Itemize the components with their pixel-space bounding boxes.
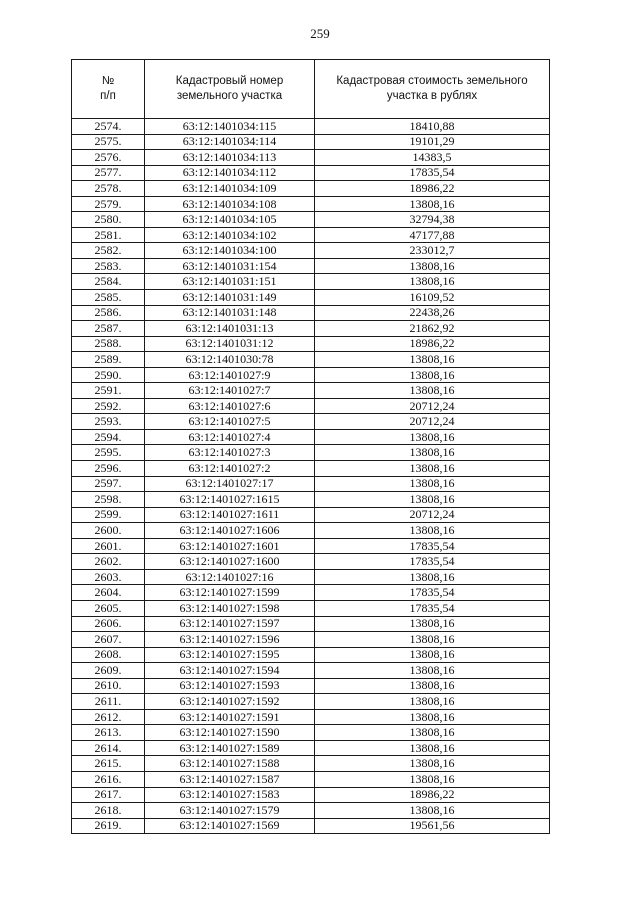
row-number-cell: 2586. (72, 305, 145, 321)
cadastral-value-cell: 13808,16 (315, 476, 550, 492)
cadastral-number-cell: 63:12:1401027:1588 (145, 756, 315, 772)
cadastral-number-cell: 63:12:1401027:1596 (145, 632, 315, 648)
cadastral-value-table (71, 59, 550, 834)
row-number-cell: 2589. (72, 352, 145, 368)
table-row (72, 616, 550, 632)
row-number-cell: 2596. (72, 461, 145, 477)
table-row (72, 367, 550, 383)
row-number-cell: 2597. (72, 476, 145, 492)
cadastral-number-cell: 63:12:1401031:12 (145, 336, 315, 352)
cadastral-value-cell: 13808,16 (315, 445, 550, 461)
cadastral-value-cell: 32794,38 (315, 212, 550, 228)
row-number-cell: 2609. (72, 663, 145, 679)
row-number-cell: 2616. (72, 771, 145, 787)
row-number-cell: 2612. (72, 709, 145, 725)
cadastral-value-cell: 13808,16 (315, 632, 550, 648)
cadastral-value-cell: 13808,16 (315, 771, 550, 787)
row-number-cell: 2599. (72, 507, 145, 523)
table-row (72, 274, 550, 290)
cadastral-value-cell: 13808,16 (315, 709, 550, 725)
cadastral-value-cell: 233012,7 (315, 243, 550, 259)
cadastral-value-cell: 13808,16 (315, 352, 550, 368)
row-number-cell: 2580. (72, 212, 145, 228)
cadastral-number-cell: 63:12:1401034:114 (145, 134, 315, 150)
cadastral-value-cell: 13808,16 (315, 694, 550, 710)
cadastral-value-cell: 17835,54 (315, 165, 550, 181)
row-number-cell: 2583. (72, 258, 145, 274)
cadastral-value-cell: 22438,26 (315, 305, 550, 321)
table-row (72, 554, 550, 570)
cadastral-number-cell: 63:12:1401034:115 (145, 119, 315, 135)
cadastral-value-cell: 18986,22 (315, 787, 550, 803)
row-number-cell: 2581. (72, 227, 145, 243)
cadastral-number-cell: 63:12:1401027:1601 (145, 538, 315, 554)
table-body (72, 119, 550, 834)
cadastral-value-cell: 21862,92 (315, 321, 550, 337)
table-row (72, 600, 550, 616)
cadastral-number-cell: 63:12:1401034:102 (145, 227, 315, 243)
table-row (72, 383, 550, 399)
table-row (72, 803, 550, 819)
row-number-cell: 2604. (72, 585, 145, 601)
cadastral-number-cell: 63:12:1401027:1611 (145, 507, 315, 523)
cadastral-value-cell: 20712,24 (315, 507, 550, 523)
cadastral-number-cell: 63:12:1401031:149 (145, 290, 315, 306)
cadastral-number-cell: 63:12:1401031:151 (145, 274, 315, 290)
cadastral-number-cell: 63:12:1401027:1599 (145, 585, 315, 601)
cadastral-number-cell: 63:12:1401030:78 (145, 352, 315, 368)
cadastral-value-cell: 13808,16 (315, 678, 550, 694)
table-row (72, 740, 550, 756)
table-row (72, 507, 550, 523)
table-row (72, 258, 550, 274)
row-number-cell: 2584. (72, 274, 145, 290)
cadastral-value-cell: 17835,54 (315, 538, 550, 554)
cadastral-value-cell: 18986,22 (315, 336, 550, 352)
table-row (72, 476, 550, 492)
table-row (72, 756, 550, 772)
page-number: 259 (310, 26, 330, 41)
table-row (72, 352, 550, 368)
cadastral-number-cell: 63:12:1401027:1600 (145, 554, 315, 570)
table-row (72, 445, 550, 461)
cadastral-value-cell: 13808,16 (315, 258, 550, 274)
cadastral-value-cell: 13808,16 (315, 740, 550, 756)
row-number-cell: 2588. (72, 336, 145, 352)
table-header (72, 60, 550, 119)
table-row (72, 165, 550, 181)
row-number-cell: 2585. (72, 290, 145, 306)
table-row (72, 663, 550, 679)
cadastral-value-cell: 13808,16 (315, 274, 550, 290)
cadastral-number-cell: 63:12:1401027:4 (145, 429, 315, 445)
table-header-row (72, 60, 550, 119)
cadastral-value-cell: 13808,16 (315, 803, 550, 819)
cadastral-number-cell: 63:12:1401027:1598 (145, 600, 315, 616)
cadastral-number-cell: 63:12:1401027:1569 (145, 818, 315, 834)
row-number-cell: 2587. (72, 321, 145, 337)
row-number-cell: 2578. (72, 181, 145, 197)
cadastral-value-cell: 17835,54 (315, 554, 550, 570)
row-number-cell: 2579. (72, 196, 145, 212)
cadastral-number-cell: 63:12:1401027:1592 (145, 694, 315, 710)
row-number-cell: 2574. (72, 119, 145, 135)
table-row (72, 321, 550, 337)
table-row (72, 709, 550, 725)
cadastral-number-cell: 63:12:1401027:17 (145, 476, 315, 492)
table-row (72, 538, 550, 554)
cadastral-value-cell: 13808,16 (315, 663, 550, 679)
cadastral-value-cell: 20712,24 (315, 414, 550, 430)
row-number-cell: 2595. (72, 445, 145, 461)
cadastral-number-cell: 63:12:1401027:6 (145, 398, 315, 414)
cadastral-number-cell: 63:12:1401031:154 (145, 258, 315, 274)
table-row (72, 678, 550, 694)
cadastral-value-cell: 14383,5 (315, 150, 550, 166)
cadastral-number-cell: 63:12:1401027:1589 (145, 740, 315, 756)
row-number-cell: 2590. (72, 367, 145, 383)
table-row (72, 694, 550, 710)
row-number-cell: 2606. (72, 616, 145, 632)
row-number-cell: 2608. (72, 647, 145, 663)
table-row (72, 305, 550, 321)
row-number-cell: 2577. (72, 165, 145, 181)
table-row (72, 771, 550, 787)
table-row (72, 336, 550, 352)
row-number-cell: 2592. (72, 398, 145, 414)
cadastral-value-cell: 19101,29 (315, 134, 550, 150)
row-number-cell: 2613. (72, 725, 145, 741)
row-number-cell: 2582. (72, 243, 145, 259)
cadastral-number-cell: 63:12:1401027:5 (145, 414, 315, 430)
cadastral-value-cell: 20712,24 (315, 398, 550, 414)
cadastral-number-cell: 63:12:1401034:100 (145, 243, 315, 259)
cadastral-number-cell: 63:12:1401027:1595 (145, 647, 315, 663)
row-number-cell: 2603. (72, 569, 145, 585)
cadastral-number-cell: 63:12:1401027:1597 (145, 616, 315, 632)
table-row (72, 818, 550, 834)
cadastral-number-cell: 63:12:1401034:109 (145, 181, 315, 197)
cadastral-value-cell: 18986,22 (315, 181, 550, 197)
cadastral-number-cell: 63:12:1401027:1606 (145, 523, 315, 539)
table-row (72, 398, 550, 414)
table-row (72, 569, 550, 585)
cadastral-value-cell: 13808,16 (315, 461, 550, 477)
cadastral-value-cell: 17835,54 (315, 585, 550, 601)
cadastral-number-cell: 63:12:1401027:1615 (145, 492, 315, 508)
cadastral-value-cell: 13808,16 (315, 569, 550, 585)
row-number-cell: 2593. (72, 414, 145, 430)
cadastral-number-cell: 63:12:1401027:1579 (145, 803, 315, 819)
header-cadastral-value: Кадастровая стоимость земельного участка в рублях (315, 60, 550, 119)
row-number-cell: 2600. (72, 523, 145, 539)
table-row (72, 119, 550, 135)
cadastral-value-cell: 13808,16 (315, 647, 550, 663)
cadastral-value-cell: 13808,16 (315, 725, 550, 741)
table-row (72, 414, 550, 430)
cadastral-value-cell: 13808,16 (315, 429, 550, 445)
cadastral-value-cell: 13808,16 (315, 492, 550, 508)
row-number-cell: 2618. (72, 803, 145, 819)
cadastral-number-cell: 63:12:1401031:148 (145, 305, 315, 321)
table-row (72, 243, 550, 259)
cadastral-value-cell: 47177,88 (315, 227, 550, 243)
cadastral-number-cell: 63:12:1401027:1591 (145, 709, 315, 725)
row-number-cell: 2611. (72, 694, 145, 710)
row-number-cell: 2615. (72, 756, 145, 772)
cadastral-number-cell: 63:12:1401034:108 (145, 196, 315, 212)
row-number-cell: 2576. (72, 150, 145, 166)
cadastral-value-cell: 18410,88 (315, 119, 550, 135)
cadastral-number-cell: 63:12:1401027:1583 (145, 787, 315, 803)
cadastral-number-cell: 63:12:1401034:113 (145, 150, 315, 166)
header-row-number: № п/п (72, 60, 145, 119)
table-row (72, 647, 550, 663)
table-row (72, 585, 550, 601)
cadastral-number-cell: 63:12:1401027:1590 (145, 725, 315, 741)
cadastral-value-cell: 13808,16 (315, 196, 550, 212)
table-row (72, 150, 550, 166)
row-number-cell: 2607. (72, 632, 145, 648)
cadastral-value-cell: 13808,16 (315, 756, 550, 772)
cadastral-value-cell: 13808,16 (315, 383, 550, 399)
cadastral-number-cell: 63:12:1401027:1587 (145, 771, 315, 787)
row-number-cell: 2591. (72, 383, 145, 399)
table-row (72, 429, 550, 445)
table-row (72, 787, 550, 803)
row-number-cell: 2614. (72, 740, 145, 756)
table-row (72, 134, 550, 150)
cadastral-value-cell: 17835,54 (315, 600, 550, 616)
cadastral-number-cell: 63:12:1401027:16 (145, 569, 315, 585)
cadastral-number-cell: 63:12:1401034:112 (145, 165, 315, 181)
cadastral-value-cell: 19561,56 (315, 818, 550, 834)
cadastral-number-cell: 63:12:1401027:3 (145, 445, 315, 461)
table-row (72, 632, 550, 648)
cadastral-number-cell: 63:12:1401027:1593 (145, 678, 315, 694)
row-number-cell: 2601. (72, 538, 145, 554)
row-number-cell: 2594. (72, 429, 145, 445)
table-row (72, 461, 550, 477)
cadastral-value-cell: 13808,16 (315, 616, 550, 632)
table-row (72, 725, 550, 741)
cadastral-number-cell: 63:12:1401034:105 (145, 212, 315, 228)
cadastral-number-cell: 63:12:1401027:1594 (145, 663, 315, 679)
cadastral-value-cell: 16109,52 (315, 290, 550, 306)
row-number-cell: 2575. (72, 134, 145, 150)
row-number-cell: 2619. (72, 818, 145, 834)
table-row (72, 492, 550, 508)
table-row (72, 196, 550, 212)
cadastral-value-cell: 13808,16 (315, 523, 550, 539)
row-number-cell: 2610. (72, 678, 145, 694)
header-cadastral-number: Кадастровый номер земельного участка (145, 60, 315, 119)
cadastral-number-cell: 63:12:1401027:7 (145, 383, 315, 399)
row-number-cell: 2602. (72, 554, 145, 570)
table-row (72, 523, 550, 539)
table-row (72, 227, 550, 243)
cadastral-number-cell: 63:12:1401031:13 (145, 321, 315, 337)
cadastral-number-cell: 63:12:1401027:9 (145, 367, 315, 383)
table-row (72, 212, 550, 228)
row-number-cell: 2617. (72, 787, 145, 803)
table-row (72, 290, 550, 306)
row-number-cell: 2605. (72, 600, 145, 616)
cadastral-value-cell: 13808,16 (315, 367, 550, 383)
row-number-cell: 2598. (72, 492, 145, 508)
cadastral-number-cell: 63:12:1401027:2 (145, 461, 315, 477)
table-row (72, 181, 550, 197)
